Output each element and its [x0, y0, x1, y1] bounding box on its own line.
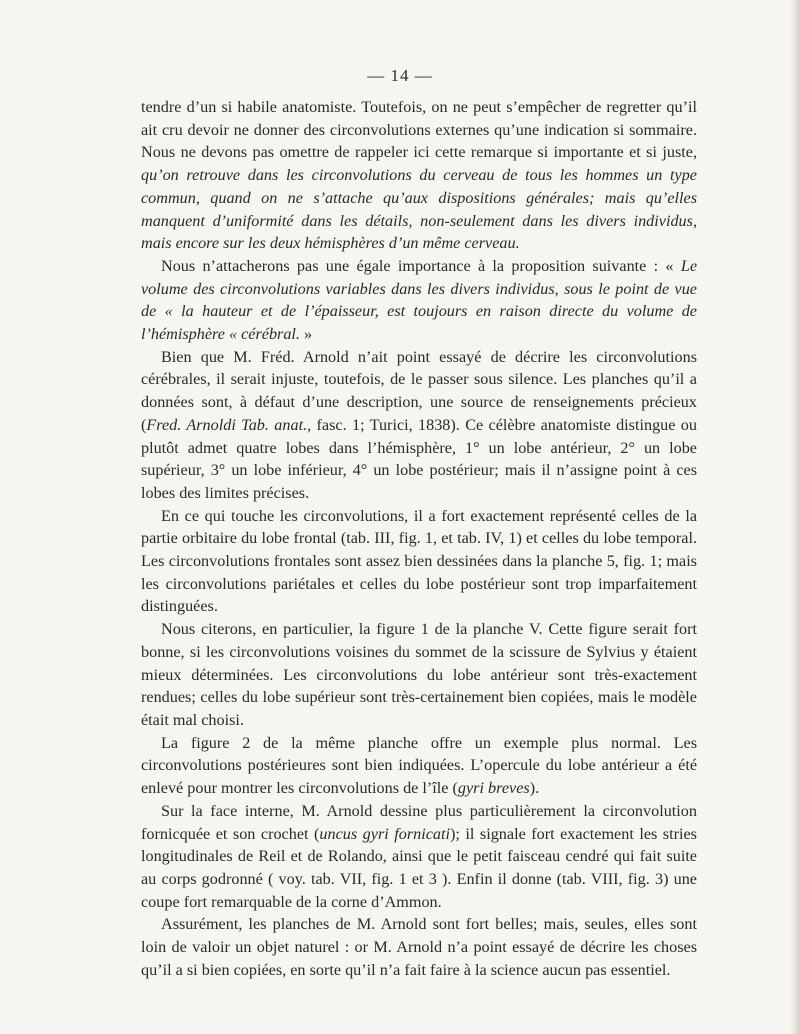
- text-run: ); il signale fort exactement les stries longitudinales de Reil et de Rolando, ainsi que le petit faisceau cendré qui fait suite au corps godronné ( voy. tab. VII, fig. 1 et 3 ). Enfin il donne (tab. VIII, fig. 3) une coupe fort remarquable de la corne d’Ammon.: [141, 824, 697, 911]
- body-text: [141, 96, 697, 981]
- paragraph-4: [141, 505, 697, 619]
- text-run: »: [299, 325, 313, 344]
- text-run: tendre d’un si habile anatomiste. Toutefois, on ne peut s’empêcher de regretter qu’il ait cru devoir ne donner des circonvolutions externes qu’une indication si sommaire. Nous ne devons pas omettre de rappeler ici cette remarque si importante et si juste,: [141, 98, 697, 162]
- text-run: Nous citerons, en particulier, la figure 1 de la planche V. Cette figure serait fort bonne, si les circonvolutions voisines du sommet de la scissure de Sylvius y étaient mieux déterminées. Les circonvolutions du lobe antérieur sont très-exactement rendues; celles du lobe supérieur sont très-certainement bien copiées, mais le modèle était mal choisi.: [141, 620, 697, 729]
- text-run: Bien que M. Fréd. Arnold n’ait point essayé de décrire les circonvolutions cérébrales, il serait injuste, toutefois, de le passer sous silence. Les planches qu’il a données sont, à défaut d’une description, une source de renseignements précieux (: [141, 347, 697, 434]
- italic-text-run: qu’on retrouve dans les circonvolutions du cerveau de tous les hommes un type commun, quand on ne s’attache qu’aux dispositions générales; mais qu’elles manquent d’uniformité dans les détails, non-seulement dans les divers individus, mais encore sur les deux hémisphères d’un même cerveau.: [141, 166, 697, 253]
- text-run: Nous n’attacherons pas une égale importance à la proposition suivante : «: [161, 256, 681, 275]
- paragraph-3: [141, 346, 697, 505]
- italic-text-run: Le volume des circonvolutions variables dans les divers individus, sous le point de vue de « la hauteur et de l’épaisseur, est toujours en raison directe du volume de l’hémisphère « cérébral.: [141, 256, 697, 344]
- italic-text-run: gyri breves: [457, 779, 530, 798]
- paragraph-7: [141, 800, 697, 914]
- paragraph-1: [141, 96, 697, 255]
- text-run: ).: [529, 779, 540, 798]
- text-run: La figure 2 de la même planche offre un exemple plus normal. Les circonvolutions postérieures sont bien indiquées. L’opercule du lobe antérieur a été enlevé pour montrer les circonvolutions de l’île (: [141, 733, 697, 798]
- italic-text-run: Fred. Arnoldi Tab. anat.,: [146, 415, 312, 434]
- text-run: En ce qui touche les circonvolutions, il a fort exactement représenté celles de la partie orbitaire du lobe frontal (tab. III, fig. 1, et tab. IV, 1) et celles du lobe temporal. Les circonvolutions frontales sont assez bien dessinées dans la planche 5, fig. 1; mais les circonvolutions pariétales et celles du lobe postérieur sont trop imparfaitement distinguées.: [141, 506, 697, 616]
- italic-text-run: uncus gyri fornicati: [319, 824, 451, 843]
- paragraph-8: [141, 913, 697, 981]
- text-run: fasc. 1; Turici, 1838). Ce célèbre anatomiste distingue ou plutôt admet quatre lobes dans l’hémisphère, 1° un lobe antérieur, 2° un lobe supérieur, 3° un lobe inférieur, 4° un lobe postérieur; mais il n’assigne point à ces lobes des limites précises.: [141, 415, 697, 502]
- text-run: Assurément, les planches de M. Arnold sont fort belles; mais, seules, elles sont loin de valoir un objet naturel : or M. Arnold n’a point essayé de décrire les choses qu’il a si bien copiées, en sorte qu’il n’a fait faire à la science aucun pas essentiel.: [141, 915, 697, 979]
- paragraph-2: [141, 255, 697, 346]
- text-run: Sur la face interne, M. Arnold dessine plus particulièrement la circonvolution fornicquée et son crochet (: [141, 801, 697, 843]
- page-number: — 14 —: [367, 66, 433, 85]
- page-edge-shadow: [790, 0, 800, 1034]
- paragraph-5: [141, 618, 697, 732]
- paragraph-6: [141, 732, 697, 800]
